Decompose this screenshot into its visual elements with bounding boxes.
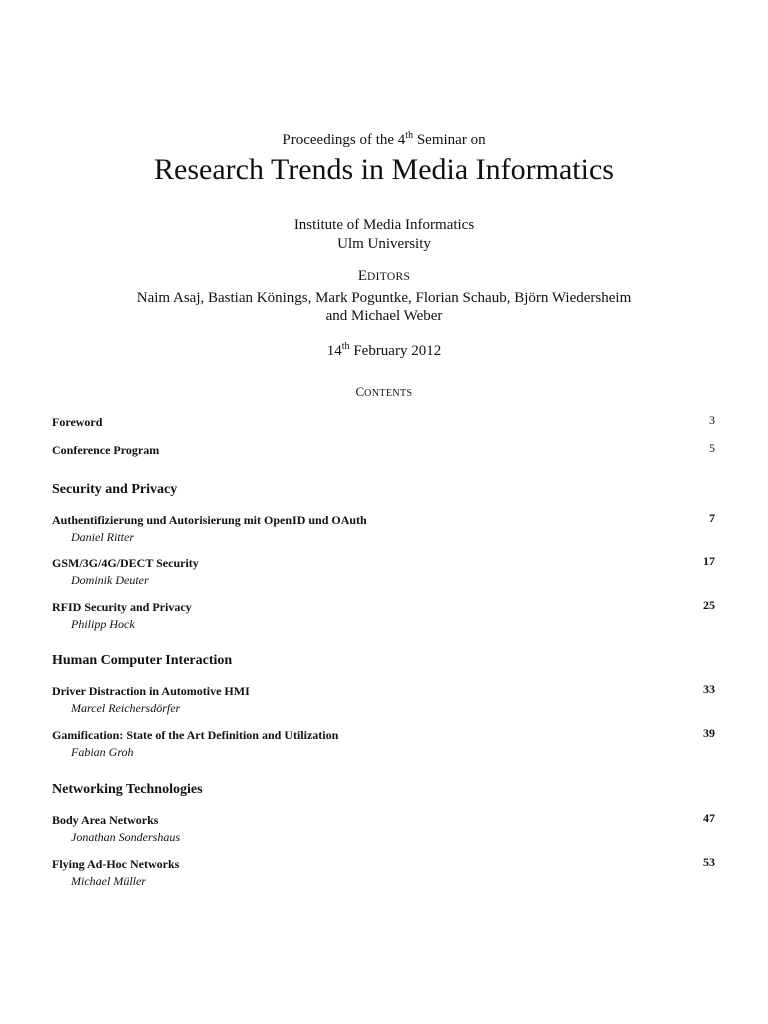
toc-page-number: 7: [709, 511, 715, 525]
toc-entry-title: Flying Ad-Hoc Networks: [52, 857, 180, 871]
toc-entry-title: Driver Distraction in Automotive HMI: [52, 684, 250, 698]
editors-line-2: and Michael Weber: [325, 308, 443, 324]
toc-page-number: 53: [703, 855, 715, 869]
toc-entry-author: Philipp Hock: [71, 617, 135, 631]
proceedings-line: [0, 130, 768, 149]
toc-entry-title: Body Area Networks: [52, 813, 159, 827]
contents-heading-rest: ONTENTS: [364, 388, 413, 399]
editors-heading-rest: DITORS: [367, 271, 411, 283]
toc-entry-author: Marcel Reichersdörfer: [71, 701, 181, 715]
ordinal-suffix: th: [405, 130, 414, 141]
toc-entry-foreword[interactable]: [52, 413, 715, 431]
toc-entry[interactable]: [52, 598, 715, 632]
toc-entry[interactable]: [52, 855, 715, 889]
toc-entry[interactable]: [52, 811, 715, 845]
date-month-year: February 2012: [349, 343, 442, 359]
document-title: Research Trends in Media Informatics: [154, 153, 614, 186]
date-day: 14: [326, 343, 342, 359]
institute-name: Institute of Media Informatics: [293, 217, 475, 233]
toc-entry-title: Gamification: State of the Art Definition and Utilization: [52, 728, 339, 742]
toc-entry-title: Authentifizierung und Autorisierung mit OpenID und OAuth: [52, 513, 367, 527]
toc-entry-title: GSM/3G/4G/DECT Security: [52, 556, 199, 570]
toc-page-number: 5: [709, 441, 715, 455]
toc-section-human-computer-interaction: Human Computer Interaction: [52, 653, 233, 668]
toc-entry[interactable]: [52, 726, 715, 760]
toc-entry-author: Dominik Deuter: [71, 573, 149, 587]
university-name: Ulm University: [337, 236, 431, 252]
toc-page-number: 33: [703, 682, 715, 696]
toc-entry-title: Conference Program: [52, 443, 160, 457]
date-ordinal-suffix: th: [341, 341, 350, 352]
editors-line-1: Naim Asaj, Bastian Könings, Mark Poguntke, Florian Schaub, Björn Wiedersheim: [136, 290, 632, 306]
contents-heading-initial: C: [355, 384, 365, 399]
seminar-date: [0, 341, 768, 360]
toc-entry-title: Foreword: [52, 415, 103, 429]
toc-entry-conference-program[interactable]: [52, 441, 715, 459]
toc-entry-title: RFID Security and Privacy: [52, 600, 192, 614]
proceedings-text-end: Seminar on: [413, 132, 486, 148]
toc-entry-author: Fabian Groh: [71, 745, 134, 759]
editors-list: [0, 289, 768, 325]
toc-page-number: 39: [703, 726, 715, 740]
editors-heading-initial: E: [357, 268, 368, 284]
institute-block: [0, 216, 768, 254]
editors-heading: [0, 268, 768, 285]
toc-entry[interactable]: [52, 511, 715, 545]
toc-page-number: 25: [703, 598, 715, 612]
toc-entry-author: Daniel Ritter: [71, 530, 134, 544]
toc-entry[interactable]: [52, 682, 715, 716]
toc-section-networking-technologies: Networking Technologies: [52, 782, 203, 797]
toc-entry-author: Jonathan Sondershaus: [71, 830, 180, 844]
toc-entry-author: Michael Müller: [71, 874, 146, 888]
toc-page-number: 47: [703, 811, 715, 825]
toc-entry[interactable]: [52, 554, 715, 588]
toc-page-number: 3: [709, 413, 715, 427]
toc-page-number: 17: [703, 554, 715, 568]
proceedings-text: Proceedings of the 4: [282, 132, 406, 148]
contents-heading: [0, 384, 768, 400]
toc-section-security-and-privacy: Security and Privacy: [52, 482, 178, 497]
